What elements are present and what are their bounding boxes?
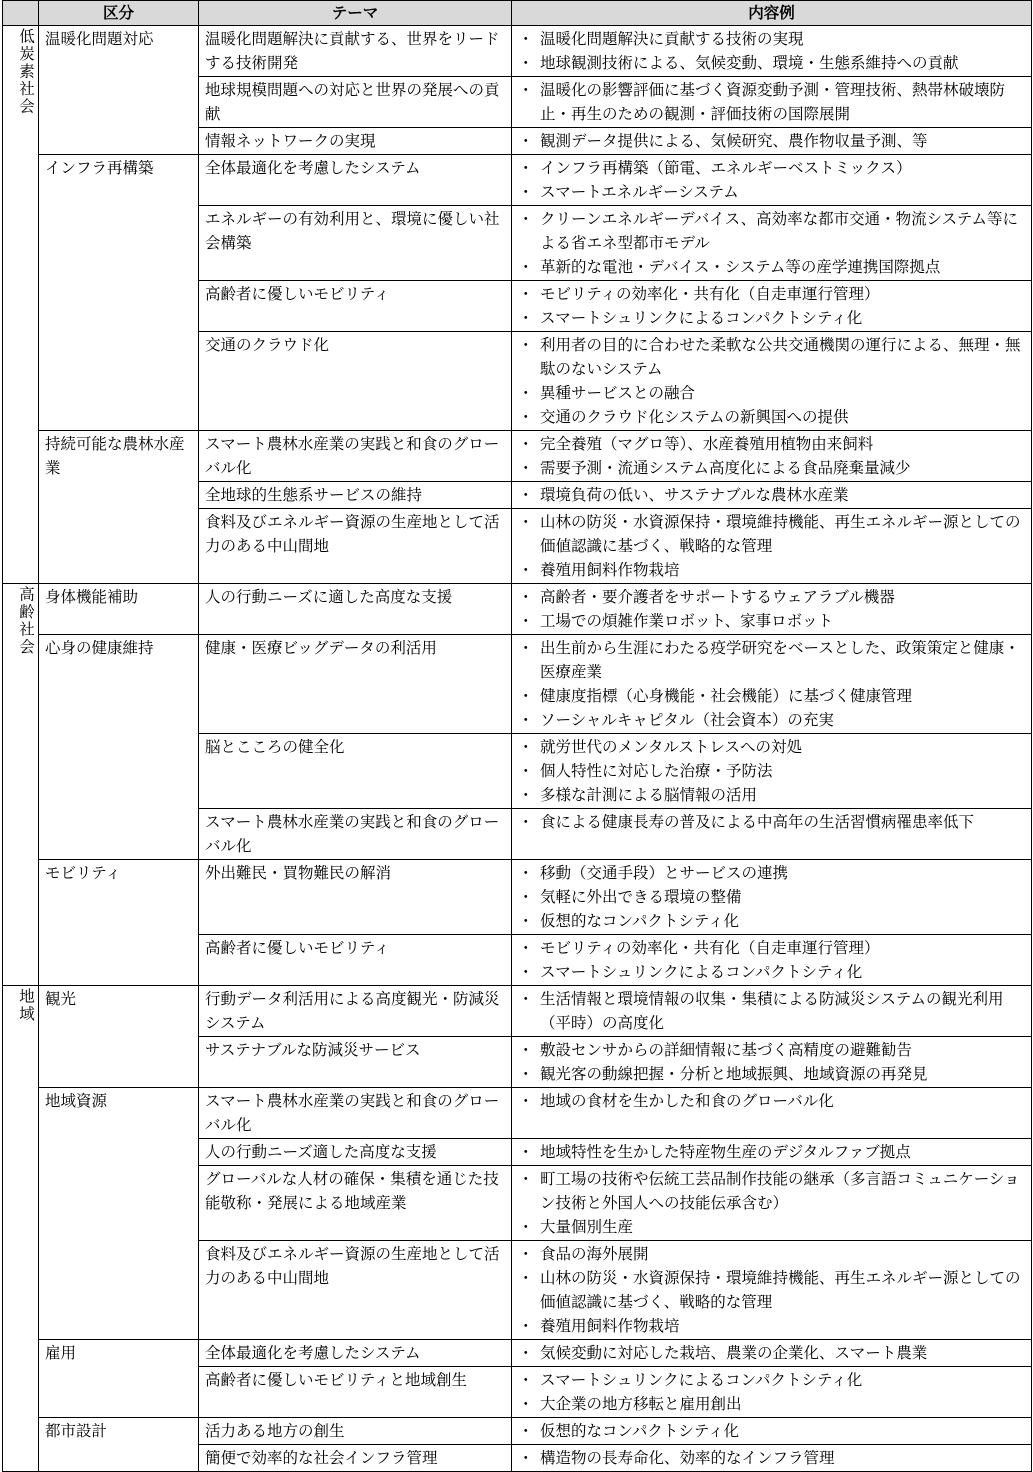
content-list (518, 333, 1025, 429)
content-item: ・ 大量個別生産 (518, 1215, 1025, 1239)
table-row (3, 1340, 1032, 1367)
theme-table (2, 0, 1032, 1472)
content-list (518, 1038, 1025, 1086)
content-item: ・ 気候変動に対応した栽培、農業の企業化、スマート農業 (518, 1341, 1025, 1365)
content-item: ・ 仮想的なコンパクトシティ化 (518, 909, 1025, 933)
content-item: ・ スマートシュリンクによるコンパクトシティ化 (518, 306, 1025, 330)
content-item: ・ 多様な計測による脳情報の活用 (518, 783, 1025, 807)
content-item: ・ 観測データ提供による、気候研究、農作物収量予測、等 (518, 129, 1025, 153)
content-list (518, 129, 1025, 153)
group-label: 地域 (17, 988, 35, 1023)
content-item: ・ 高齢者・要介護者をサポートするウェアラブル機器 (518, 585, 1025, 609)
content-cell (512, 1367, 1032, 1418)
theme-cell: 全地球的生態系サービスの維持 (199, 482, 512, 509)
category-cell: 身体機能補助 (39, 584, 199, 635)
content-item: ・ クリーンエネルギーデバイス、高効率な都市交通・物流システム等による省エネ型都市モデル (518, 207, 1025, 255)
content-list (518, 483, 1025, 507)
content-item: ・ モビリティの効率化・共有化（自走車運行管理） (518, 282, 1025, 306)
theme-cell: 情報ネットワークの実現 (199, 128, 512, 155)
category-cell: 心身の健康維持 (39, 635, 199, 860)
content-item: ・ 地球観測技術による、気候変動、環境・生態系維持への貢献 (518, 51, 1025, 75)
content-cell (512, 734, 1032, 809)
content-item: ・ 温暖化問題解決に貢献する技術の実現 (518, 27, 1025, 51)
content-list (518, 1368, 1025, 1416)
content-item: ・ 移動（交通手段）とサービスの連携 (518, 861, 1025, 885)
content-item: ・ 就労世代のメンタルストレスへの対処 (518, 735, 1025, 759)
header-content: 内容例 (512, 1, 1032, 26)
theme-cell: エネルギーの有効利用と、環境に優しい社会構築 (199, 206, 512, 281)
content-item: ・ 生活情報と環境情報の収集・集積による防減災システムの観光利用（平時）の高度化 (518, 987, 1025, 1035)
content-cell (512, 1241, 1032, 1340)
content-list (518, 636, 1025, 732)
category-cell: 雇用 (39, 1340, 199, 1418)
content-item: ・ スマートシュリンクによるコンパクトシティ化 (518, 1368, 1025, 1392)
theme-cell: 健康・医療ビッグデータの利活用 (199, 635, 512, 734)
content-item: ・ 構造物の長寿命化、効率的なインフラ管理 (518, 1446, 1025, 1470)
content-item: ・ 交通のクラウド化システムの新興国への提供 (518, 405, 1025, 429)
content-list (518, 1167, 1025, 1239)
content-item: ・ 利用者の目的に合わせた柔軟な公共交通機関の運行による、無理・無駄のないシステム (518, 333, 1025, 381)
content-list (518, 810, 1025, 834)
content-item: ・ 観光客の動線把握・分析と地域振興、地域資源の再発見 (518, 1062, 1025, 1086)
table-row (3, 1088, 1032, 1139)
content-item: ・ 町工場の技術や伝統工芸品制作技能の継承（多言語コミュニケーション技術と外国人への技能伝承含む） (518, 1167, 1025, 1215)
content-list (518, 861, 1025, 933)
header-row (3, 1, 1032, 26)
content-item: ・ 山林の防災・水資源保持・環境維持機能、再生エネルギー源としての価値認識に基づく、戦略的な管理 (518, 1266, 1025, 1314)
content-item: ・ 食品の海外展開 (518, 1242, 1025, 1266)
table-row (3, 26, 1032, 77)
content-list (518, 1419, 1025, 1443)
content-list (518, 156, 1025, 204)
category-cell: 都市設計 (39, 1418, 199, 1472)
content-cell (512, 986, 1032, 1037)
category-cell: 温暖化問題対応 (39, 26, 199, 155)
content-item: ・ 健康度指標（心身機能・社会機能）に基づく健康管理 (518, 684, 1025, 708)
content-item: ・ 養殖用飼料作物栽培 (518, 558, 1025, 582)
content-list (518, 1089, 1025, 1113)
theme-cell: サステナブルな防減災サービス (199, 1037, 512, 1088)
content-cell (512, 206, 1032, 281)
content-list (518, 1446, 1025, 1470)
content-item: ・ 山林の防災・水資源保持・環境維持機能、再生エネルギー源としての価値認識に基づく、戦略的な管理 (518, 510, 1025, 558)
content-cell (512, 584, 1032, 635)
content-list (518, 1341, 1025, 1365)
content-item: ・ 需要予測・流通システム高度化による食品廃棄量減少 (518, 456, 1025, 480)
content-cell (512, 809, 1032, 860)
content-cell (512, 482, 1032, 509)
content-list (518, 1242, 1025, 1338)
header-group (3, 1, 39, 26)
content-cell (512, 332, 1032, 431)
group-label: 低炭素社会 (17, 28, 35, 116)
content-list (518, 432, 1025, 480)
content-cell (512, 281, 1032, 332)
header-category: 区分 (39, 1, 199, 26)
content-item: ・ 出生前から生涯にわたる疫学研究をベースとした、政策策定と健康・医療産業 (518, 636, 1025, 684)
content-item: ・ 革新的な電池・デバイス・システム等の産学連携国際拠点 (518, 255, 1025, 279)
group-cell (3, 26, 39, 584)
theme-cell: 脳とこころの健全化 (199, 734, 512, 809)
content-item: ・ 気軽に外出できる環境の整備 (518, 885, 1025, 909)
content-cell (512, 1088, 1032, 1139)
content-cell (512, 1166, 1032, 1241)
content-item: ・ 温暖化の影響評価に基づく資源変動予測・管理技術、熱帯林破壊防止・再生のための観測・評価技術の国際展開 (518, 78, 1025, 126)
content-item: ・ 食による健康長寿の普及による中高年の生活習慣病罹患率低下 (518, 810, 1025, 834)
theme-cell: 人の行動ニーズに適した高度な支援 (199, 584, 512, 635)
content-list (518, 735, 1025, 807)
content-cell (512, 935, 1032, 986)
table-row (3, 635, 1032, 734)
content-cell (512, 26, 1032, 77)
content-cell (512, 635, 1032, 734)
content-list (518, 207, 1025, 279)
group-cell (3, 986, 39, 1472)
theme-cell: 高齢者に優しいモビリティと地域創生 (199, 1367, 512, 1418)
content-item: ・ 工場での煩雑作業ロボット、家事ロボット (518, 609, 1025, 633)
header-theme: テーマ (199, 1, 512, 26)
table-row (3, 431, 1032, 482)
category-cell: モビリティ (39, 860, 199, 986)
content-item: ・ スマートエネルギーシステム (518, 180, 1025, 204)
theme-cell: 行動データ利活用による高度観光・防減災システム (199, 986, 512, 1037)
theme-cell: 全体最適化を考慮したシステム (199, 155, 512, 206)
content-cell (512, 1139, 1032, 1166)
content-item: ・ 個人特性に対応した治療・予防法 (518, 759, 1025, 783)
theme-cell: スマート農林水産業の実践と和食のグローバル化 (199, 809, 512, 860)
content-list (518, 987, 1025, 1035)
content-list (518, 510, 1025, 582)
content-item: ・ インフラ再構築（節電、エネルギーベストミックス） (518, 156, 1025, 180)
theme-cell: 外出難民・買物難民の解消 (199, 860, 512, 935)
theme-cell: スマート農林水産業の実践と和食のグローバル化 (199, 1088, 512, 1139)
content-cell (512, 77, 1032, 128)
category-cell: 持続可能な農林水産業 (39, 431, 199, 584)
content-item: ・ スマートシュリンクによるコンパクトシティ化 (518, 960, 1025, 984)
content-item: ・ 完全養殖（マグロ等）、水産養殖用植物由来飼料 (518, 432, 1025, 456)
content-cell (512, 431, 1032, 482)
table-row (3, 584, 1032, 635)
table-row (3, 155, 1032, 206)
theme-cell: 地球規模問題への対応と世界の発展への貢献 (199, 77, 512, 128)
theme-cell: 交通のクラウド化 (199, 332, 512, 431)
content-item: ・ 大企業の地方移転と雇用創出 (518, 1392, 1025, 1416)
theme-cell: スマート農林水産業の実践と和食のグローバル化 (199, 431, 512, 482)
content-cell (512, 1037, 1032, 1088)
theme-cell: グローバルな人材の確保・集積を通じた技能敬称・発展による地域産業 (199, 1166, 512, 1241)
content-list (518, 78, 1025, 126)
content-cell (512, 860, 1032, 935)
content-cell (512, 155, 1032, 206)
content-item: ・ 仮想的なコンパクトシティ化 (518, 1419, 1025, 1443)
content-cell (512, 1340, 1032, 1367)
content-list (518, 936, 1025, 984)
table-row (3, 860, 1032, 935)
content-item: ・ モビリティの効率化・共有化（自走車運行管理） (518, 936, 1025, 960)
group-cell (3, 584, 39, 986)
table-row (3, 986, 1032, 1037)
category-cell: インフラ再構築 (39, 155, 199, 431)
group-label: 高齢社会 (17, 586, 35, 656)
theme-cell: 簡便で効率的な社会インフラ管理 (199, 1445, 512, 1472)
content-cell (512, 1445, 1032, 1472)
table-body (3, 26, 1032, 1472)
content-item: ・ ソーシャルキャピタル（社会資本）の充実 (518, 708, 1025, 732)
content-item: ・ 養殖用飼料作物栽培 (518, 1314, 1025, 1338)
table-row (3, 1418, 1032, 1445)
content-item: ・ 敷設センサからの詳細情報に基づく高精度の避難勧告 (518, 1038, 1025, 1062)
theme-cell: 温暖化問題解決に貢献する、世界をリードする技術開発 (199, 26, 512, 77)
content-item: ・ 環境負荷の低い、サステナブルな農林水産業 (518, 483, 1025, 507)
theme-cell: 全体最適化を考慮したシステム (199, 1340, 512, 1367)
content-list (518, 282, 1025, 330)
content-cell (512, 1418, 1032, 1445)
content-cell (512, 128, 1032, 155)
content-list (518, 27, 1025, 75)
content-item: ・ 地域の食材を生かした和食のグローバル化 (518, 1089, 1025, 1113)
theme-cell: 高齢者に優しいモビリティ (199, 281, 512, 332)
theme-cell: 高齢者に優しいモビリティ (199, 935, 512, 986)
theme-cell: 食料及びエネルギー資源の生産地として活力のある中山間地 (199, 1241, 512, 1340)
category-cell: 観光 (39, 986, 199, 1088)
content-item: ・ 地域特性を生かした特産物生産のデジタルファブ拠点 (518, 1140, 1025, 1164)
content-cell (512, 509, 1032, 584)
theme-cell: 活力ある地方の創生 (199, 1418, 512, 1445)
content-list (518, 1140, 1025, 1164)
content-item: ・ 異種サービスとの融合 (518, 381, 1025, 405)
content-list (518, 585, 1025, 633)
theme-cell: 人の行動ニーズ適した高度な支援 (199, 1139, 512, 1166)
theme-cell: 食料及びエネルギー資源の生産地として活力のある中山間地 (199, 509, 512, 584)
category-cell: 地域資源 (39, 1088, 199, 1340)
